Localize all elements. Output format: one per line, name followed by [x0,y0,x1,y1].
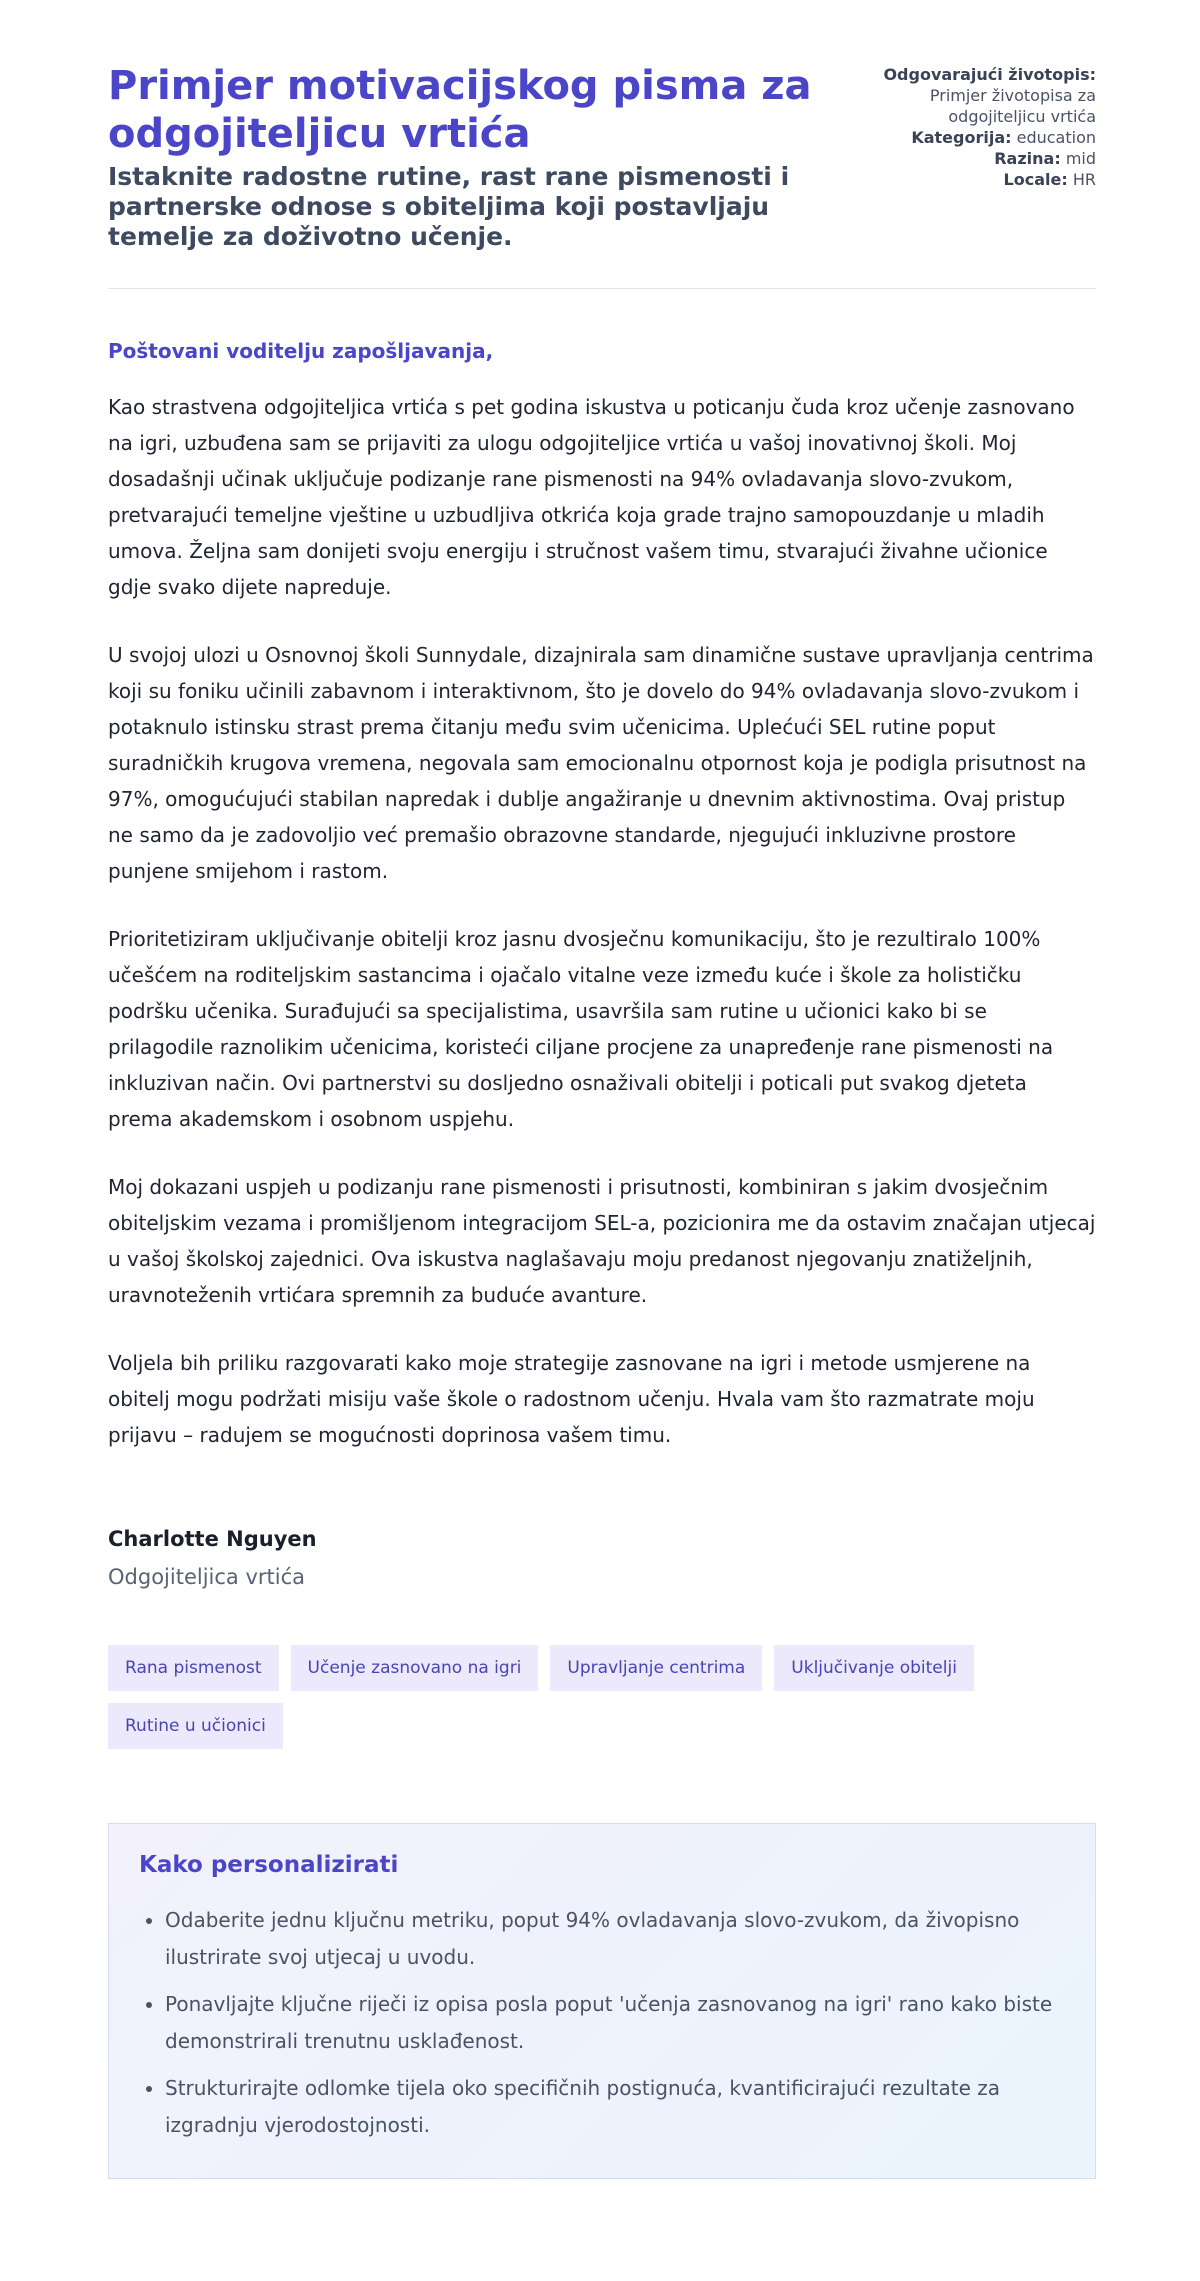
tips-title: Kako personalizirati [139,1852,399,1878]
tips-list [139,1902,1065,2144]
meta-locale [836,169,1096,190]
signature-name: Charlotte Nguyen [108,1527,317,1551]
meta-category [836,127,1096,148]
letter-paragraph: Moj dokazani uspjeh u podizanju rane pismenosti i prisutnosti, kombiniran s jakim dvosječnim obiteljskim vezama i promišljenom integracijom SEL-a, pozicionira me da ostavim značajan utjecaj u vašoj školskoj zajednici. Ova iskustva naglašavaju moju predanost njegovanju znatiželjnih, uravnoteženih vrtićara spremnih za buduće avanture. [108,1175,1096,1307]
letter-paragraph: U svojoj ulozi u Osnovnoj školi Sunnydale, dizajnirala sam dinamične sustave upravljanja centrima koji su foniku učinili zabavnom i interaktivnom, što je dovelo do 94% ovladavanja slovo-zvukom i potaknulo istinsku strast prema čitanju među svim učenicima. Uplećući SEL rutine poput suradničkih krugova vremena, negovala sam emocionalnu otpornost koja je podigla prisutnost na 97%, omogućujući stabilan napredak i dublje angažiranje u dnevnim aktivnostima. Ovaj pristup ne samo da je zadovoljio već premašio obrazovne standarde, njegujući inkluzivne prostore punjene smijehom i rastom. [108,643,1094,883]
page-title: Primjer motivacijskog pisma za odgojiteljicu vrtića [108,63,812,157]
title-block [108,62,828,252]
skill-tag: Rutine u učionici [108,1703,283,1749]
letter-paragraph: Kao strastvena odgojiteljica vrtića s pet godina iskustva u poticanju čuda kroz učenje zasnovano na igri, uzbuđena sam se prijaviti za ulogu odgojiteljice vrtića u vašoj inovativnoj školi. Moj dosadašnji učinak uključuje podizanje rane pismenosti na 94% ovladavanja slovo-zvukom, pretvarajući temeljne vještine u uzbudljiva otkrića koja grade trajno samopouzdanje u mladih umova. Željna sam donijeti svoju energiju i stručnost vašem timu, stvarajući živahne učionice gdje svako dijete napreduje. [108,395,1075,599]
cover-letter-page [108,62,1096,2179]
tip-item: • Odaberite jednu ključnu metriku, poput 94% ovladavanja slovo-zvukom, da živopisno ilustrirate svoj utjecaj u uvodu. [165,1902,1065,1976]
meta-locale-value: HR [1072,170,1096,189]
skill-tag: Učenje zasnovano na igri [291,1645,539,1691]
letter-paragraph: Prioritetiziram uključivanje obitelji kroz jasnu dvosječnu komunikaciju, što je rezultiralo 100% učešćem na roditeljskim sastancima i ojačalo vitalne veze između kuće i škole za holističku podršku učenika. Surađujući sa specijalistima, usavršila sam rutine u učionici kako bi se prilagodile raznolikim učenicima, koristeći ciljane procjene za unapređenje rane pismenosti na inkluzivan način. Ovi partnerstvi su dosljedno osnaživali obitelji i poticali put svakog djeteta prema akademskom i osobnom uspjehu. [108,927,1054,1131]
letter-paragraph: Voljela bih priliku razgovarati kako moje strategije zasnovane na igri i metode usmjerene na obitelj mogu podržati misiju vaše škole o radostnom učenju. Hvala vam što razmatrate moju prijavu – radujem se mogućnosti doprinosa vašem timu. [108,1351,1035,1447]
meta-resume [836,64,1096,127]
signature-role: Odgojiteljica vrtića [108,1565,305,1589]
meta-level-value: mid [1065,149,1096,168]
personalization-tips [108,1823,1096,2179]
tip-item: • Ponavljajte ključne riječi iz opisa posla poput 'učenja zasnovanog na igri' rano kako biste demonstrirali trenutnu usklađenost. [165,1986,1065,2060]
meta-resume-label: Odgovarajući životopis: [883,65,1096,84]
meta-level-label: Razina: [994,149,1061,168]
page-subtitle: Istaknite radostne rutine, rast rane pismenosti i partnerske odnose s obiteljima koji postavljaju temelje za doživotno učenje. [108,162,790,251]
skill-tag: Uključivanje obitelji [774,1645,974,1691]
meta-panel [836,62,1096,190]
skill-tag: Upravljanje centrima [550,1645,762,1691]
meta-locale-label: Locale: [1003,170,1068,189]
meta-category-value: education [1016,128,1096,147]
salutation: Poštovani voditelju zapošljavanja, [108,339,494,363]
letter-header [108,62,1096,289]
tip-item: • Strukturirajte odlomke tijela oko specifičnih postignuća, kvantificirajući rezultate za izgradnju vjerodostojnosti. [165,2070,1065,2144]
skill-tags [108,1645,1096,1749]
meta-category-label: Kategorija: [911,128,1012,147]
skill-tag: Rana pismenost [108,1645,279,1691]
meta-resume-value: Primjer životopisa za odgojiteljicu vrtića [929,86,1096,126]
meta-level [836,148,1096,169]
